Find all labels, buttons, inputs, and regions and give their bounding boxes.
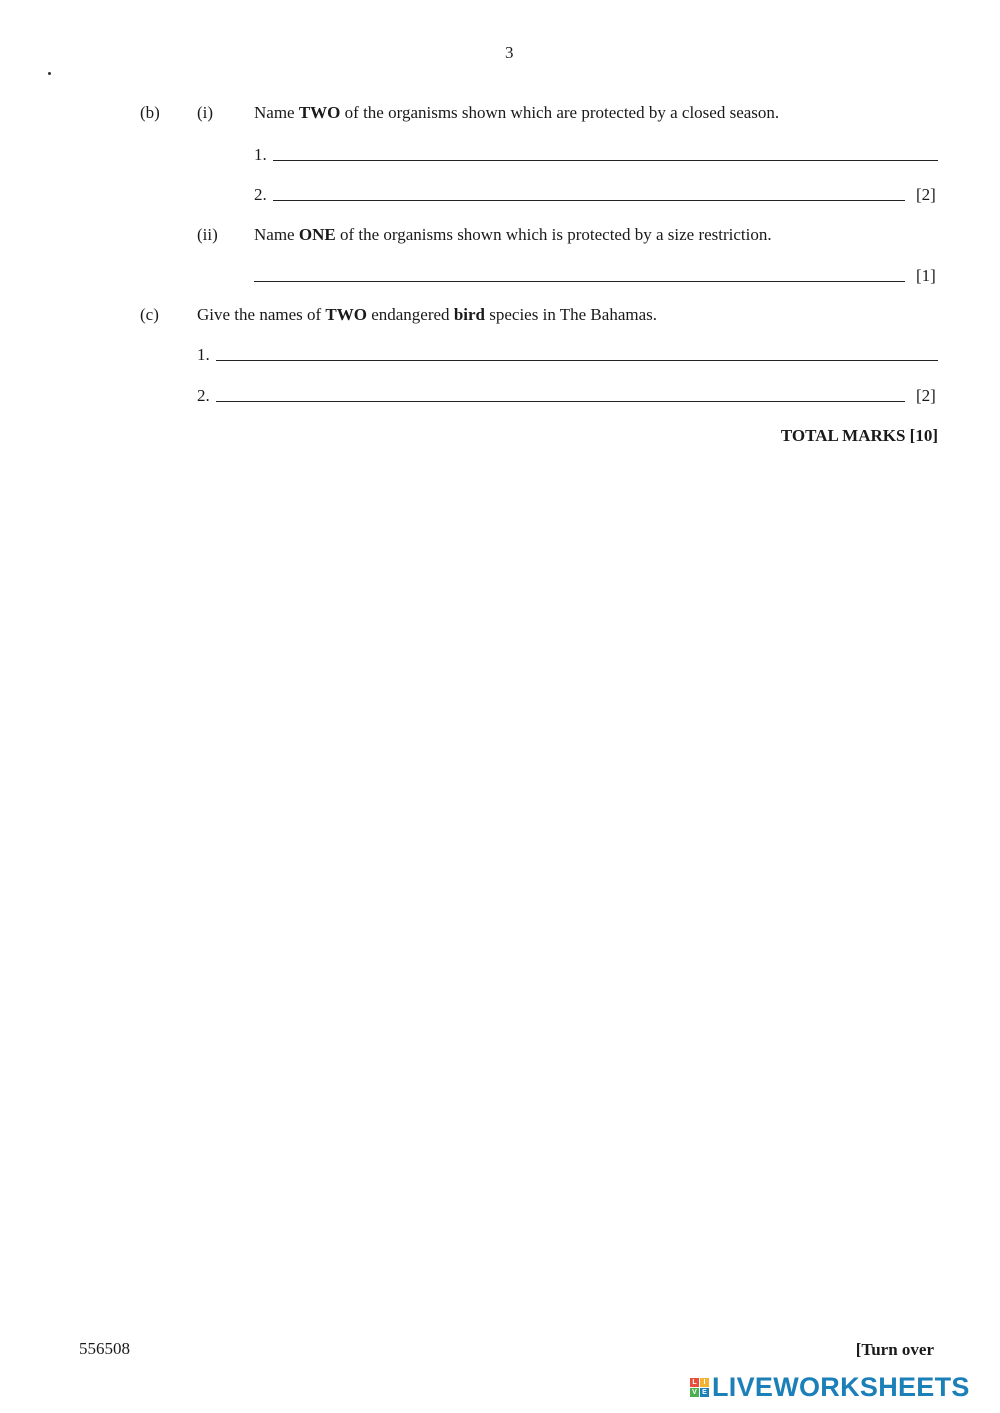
part-b-ii-label: (ii)	[197, 225, 218, 244]
liveworksheets-wordmark: LIVEWORKSHEETS	[712, 1372, 970, 1402]
marks-b-ii: [1]	[916, 266, 936, 285]
turn-over-label: [Turn over	[855, 1340, 934, 1359]
part-b-ii-prompt	[254, 225, 772, 245]
liveworksheets-logo-icon	[690, 1378, 709, 1397]
part-b-i-prompt	[254, 103, 779, 123]
prompt-text: Name	[254, 225, 299, 244]
answer-line-b-ii[interactable]	[254, 281, 905, 282]
part-b-label: (b)	[140, 103, 160, 122]
prompt-emphasis: bird	[453, 305, 485, 324]
prompt-text: endangered	[366, 305, 454, 324]
part-c-label: (c)	[140, 305, 159, 324]
scan-speck	[48, 72, 51, 75]
marks-b-i: [2]	[916, 185, 936, 204]
logo-tile: E	[700, 1388, 709, 1397]
paper-code: 556508	[79, 1339, 130, 1358]
prompt-text: species in The Bahamas.	[485, 305, 658, 324]
prompt-text: of the organisms shown which are protected by a closed season.	[340, 103, 780, 122]
prompt-text: Give the names of	[197, 305, 326, 324]
answer-line-c-1[interactable]	[216, 360, 938, 361]
answer-line-number: 1.	[197, 345, 210, 364]
answer-line-number: 1.	[254, 145, 267, 164]
prompt-emphasis: ONE	[298, 225, 336, 244]
logo-tile: L	[690, 1378, 699, 1387]
marks-c: [2]	[916, 386, 936, 405]
prompt-text: Name	[254, 103, 299, 122]
page-number: 3	[505, 43, 514, 62]
answer-line-number: 2.	[197, 386, 210, 405]
prompt-emphasis: TWO	[298, 103, 341, 122]
prompt-text: of the organisms shown which is protected by a size restriction.	[335, 225, 772, 244]
answer-line-number: 2.	[254, 185, 267, 204]
answer-line-c-2[interactable]	[216, 401, 905, 402]
logo-tile: V	[690, 1388, 699, 1397]
answer-line-b-i-1[interactable]	[273, 160, 938, 161]
part-c-prompt	[197, 305, 657, 325]
logo-tile: I	[700, 1378, 709, 1387]
liveworksheets-watermark	[690, 1372, 970, 1403]
part-b-i-label: (i)	[197, 103, 214, 122]
prompt-emphasis: TWO	[325, 305, 367, 324]
total-marks: TOTAL MARKS [10]	[780, 426, 938, 445]
answer-line-b-i-2[interactable]	[273, 200, 905, 201]
